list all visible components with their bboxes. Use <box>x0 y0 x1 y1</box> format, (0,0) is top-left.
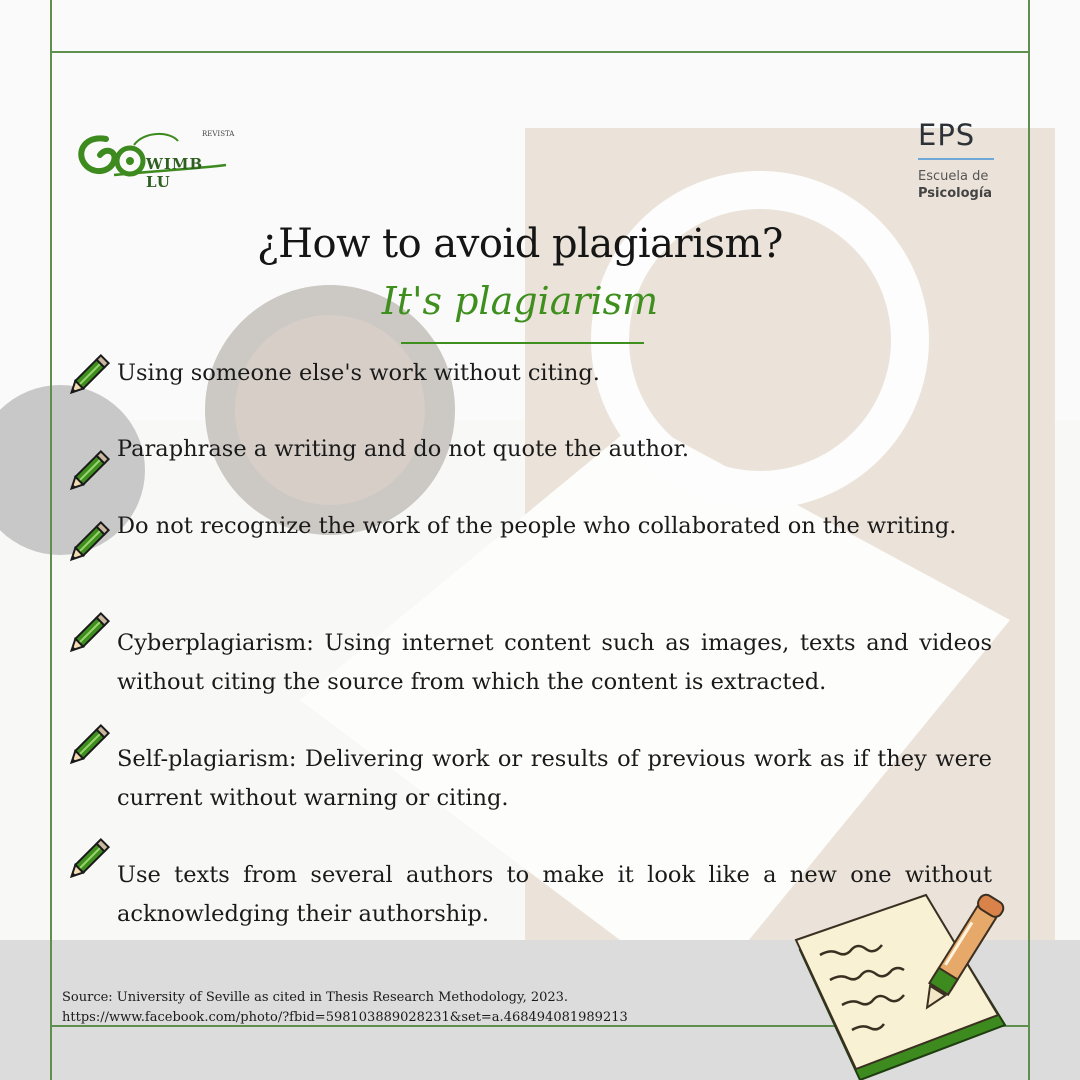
list-item-text: Use texts from several authors to make it look like a new one without acknowledging their authorship. <box>117 862 992 927</box>
pencil-icon <box>66 346 118 398</box>
list-item <box>66 507 992 546</box>
wimblu-logo-small-text: REVISTA <box>202 130 235 138</box>
frame-top-line <box>50 51 1030 53</box>
list-item <box>66 740 992 818</box>
list-item-text: Self-plagiarism: Delivering work or results of previous work as if they were current without warning or citing. <box>117 746 992 811</box>
pencil-icon <box>66 513 118 565</box>
pencil-icon <box>66 830 118 882</box>
list-item-text: Using someone else's work without citing. <box>117 360 600 386</box>
notebook-pen-icon <box>790 855 1030 1080</box>
pencil-icon <box>66 442 118 494</box>
source-line-1: Source: University of Seville as cited in Thesis Research Methodology, 2023. <box>62 990 569 1005</box>
wimblu-logo <box>74 125 235 191</box>
page-title: ¿How to avoid plagiarism? <box>257 221 783 267</box>
wimblu-logo-name: WIMB LU <box>146 155 204 191</box>
eps-acronym: EPS <box>918 118 976 152</box>
list-item-text: Paraphrase a writing and do not quote the author. <box>117 436 690 462</box>
list-item <box>66 354 992 393</box>
pencil-icon <box>66 716 118 768</box>
frame-left-line <box>50 0 52 1080</box>
list-item-text: Do not recognize the work of the people who collaborated on the writing. <box>117 513 957 539</box>
pencil-icon <box>66 604 118 656</box>
list-item-text: Cyberplagiarism: Using internet content such as images, texts and videos without citing the source from which the content is extracted. <box>117 630 992 695</box>
source-line-2[interactable]: https://www.facebook.com/photo/?fbid=598103889028231&set=a.468494081989213 <box>62 1010 628 1025</box>
source-citation <box>62 988 628 1028</box>
eps-line-2: Psicología <box>918 186 993 201</box>
eps-logo <box>918 118 1008 201</box>
eps-line-1: Escuela de <box>918 169 989 184</box>
list-item <box>66 430 992 469</box>
page-subtitle: It's plagiarism <box>381 279 659 323</box>
eps-divider <box>918 158 994 160</box>
subtitle-underline <box>401 342 644 344</box>
list-item <box>66 624 992 702</box>
